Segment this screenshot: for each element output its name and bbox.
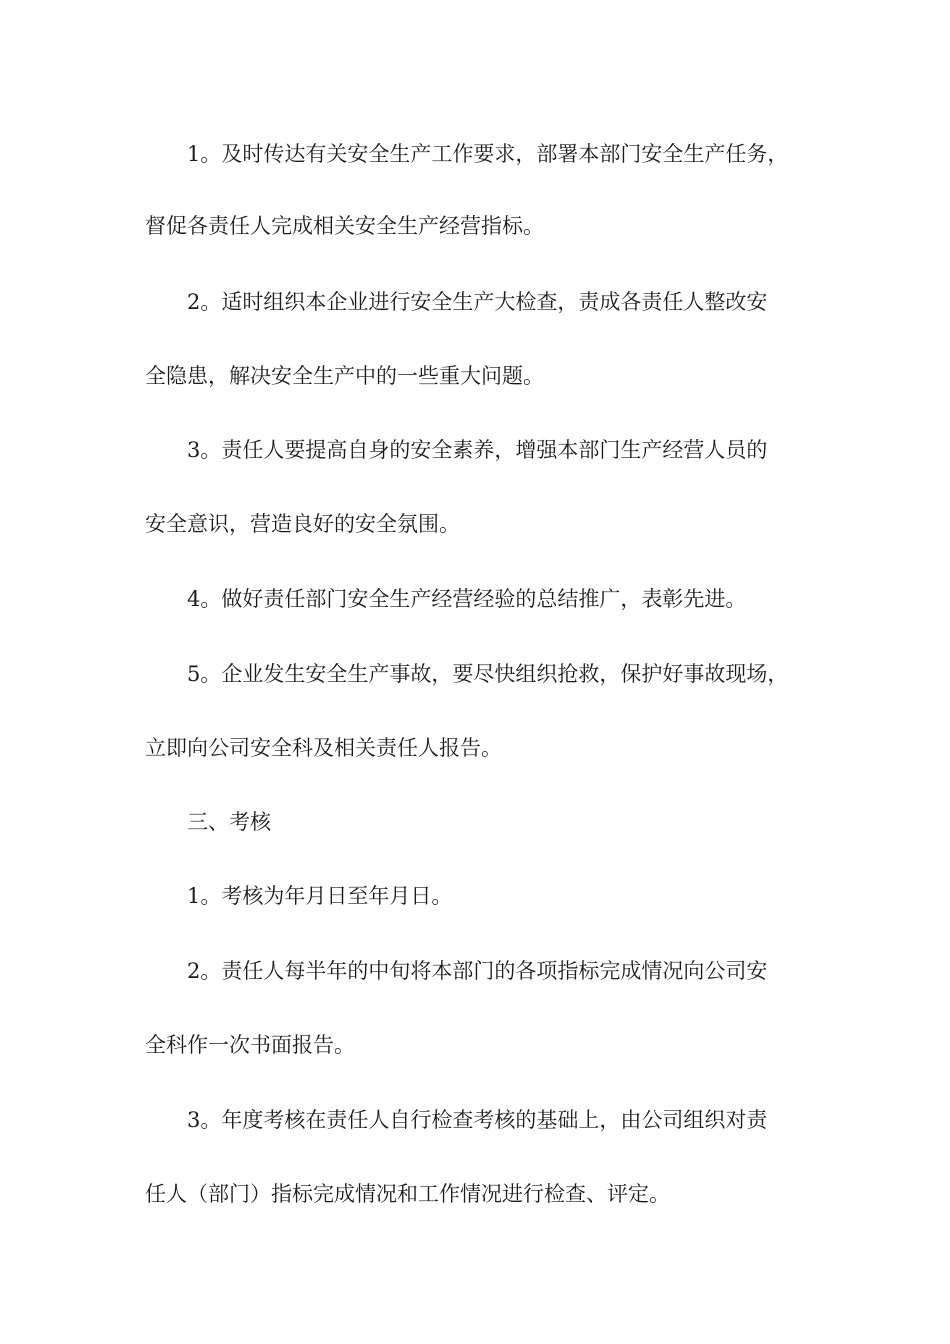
paragraph-1-line-2: 督促各责任人完成相关安全生产经营指标。 <box>145 214 544 238</box>
paragraph-4-line-1: 4。做好责任部门安全生产经营经验的总结推广，表彰先进。 <box>187 587 747 611</box>
paragraph-5-line-2: 立即向公司安全科及相关责任人报告。 <box>145 736 502 760</box>
paragraph-2-line-2: 全隐患，解决安全生产中的一些重大问题。 <box>145 364 544 388</box>
assessment-item-3-line-1: 3。年度考核在责任人自行检查考核的基础上，由公司组织对责 <box>187 1108 768 1132</box>
paragraph-3-line-1: 3。责任人要提高自身的安全素养，增强本部门生产经营人员的 <box>187 438 768 462</box>
paragraph-1-line-1: 1。及时传达有关安全生产工作要求，部署本部门安全生产任务， <box>187 142 789 166</box>
assessment-item-2-line-1: 2。责任人每半年的中旬将本部门的各项指标完成情况向公司安 <box>187 959 768 983</box>
assessment-item-3-line-2: 任人（部门）指标完成情况和工作情况进行检查、评定。 <box>145 1182 670 1206</box>
paragraph-5-line-1: 5。企业发生安全生产事故，要尽快组织抢救，保护好事故现场， <box>187 662 789 686</box>
assessment-item-2-line-2: 全科作一次书面报告。 <box>145 1033 355 1057</box>
assessment-item-1-line-1: 1。考核为年月日至年月日。 <box>187 884 453 908</box>
section-heading-assessment: 三、考核 <box>187 810 271 834</box>
paragraph-3-line-2: 安全意识，营造良好的安全氛围。 <box>145 512 460 536</box>
paragraph-2-line-1: 2。适时组织本企业进行安全生产大检查，责成各责任人整改安 <box>187 290 768 314</box>
